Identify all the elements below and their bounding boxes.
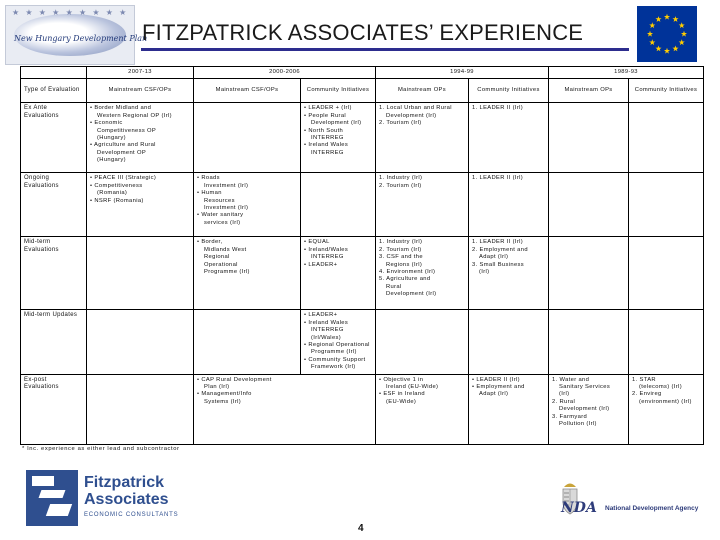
cell-midupdate-1989-ci (629, 310, 704, 374)
cell-line: • Economic (90, 120, 123, 127)
nda-full-name: National Development Agency (605, 505, 699, 512)
cell-line: • North South (304, 127, 344, 134)
cell-line: 2. Tourism (Irl) (379, 246, 422, 253)
cell-line: • Border, (197, 239, 223, 246)
cell-line: • People Rural (304, 112, 347, 119)
cell-line: (Hungary) (97, 135, 126, 142)
cell-line: Development (Irl) (386, 291, 437, 298)
cell-line: 4. Environment (Irl) (379, 269, 436, 276)
cell-expost-2000 (194, 374, 376, 444)
period-1994-header: 1994-99 (376, 67, 549, 79)
cell-line: (Irl) (559, 391, 570, 398)
logo-stars: ★ ★ ★ ★ ★ ★ ★ ★ ★ (12, 8, 129, 17)
row-label-midupdate: Mid-term Updates (21, 310, 87, 374)
cell-line: Programme (Irl) (311, 349, 357, 356)
cell-midterm-2000-ci (301, 237, 376, 310)
cell-line: • Border Midland and (90, 105, 152, 112)
cell-line: • Ireland/Wales (304, 246, 349, 253)
cell-line: (Hungary) (97, 157, 126, 164)
cell-line: INTERREG (311, 254, 344, 261)
subheader-text: Community Initiatives (477, 87, 540, 94)
cell-line: • LEADER+ (304, 261, 338, 268)
title-underline (141, 48, 629, 51)
cell-line: Framework (Irl) (311, 364, 356, 371)
cell-line: 3. CSF and the (379, 254, 423, 261)
cell-line: Investment (Irl) (204, 205, 249, 212)
cell-ongoing-2007 (87, 173, 194, 237)
cell-midterm-2000-main (194, 237, 301, 310)
cell-line: 1. Industry (Irl) (379, 175, 423, 182)
cell-line: Western Regional OP (Irl) (97, 112, 172, 119)
cell-exante-2000-ci (301, 103, 376, 173)
subheader-2007-mainstream (87, 79, 194, 103)
period-2007-header: 2007-13 (87, 67, 194, 79)
cell-line: (Irl) (479, 269, 490, 276)
subheader-1989-mainstream (549, 79, 629, 103)
row-label-exante: Ex Ante Evaluations (21, 103, 87, 173)
cell-line: Sanitary Services (559, 384, 611, 391)
cell-line: • LEADER + (Irl) (304, 105, 352, 112)
cell-exante-1994-ops (376, 103, 469, 173)
cell-line: Development (Irl) (386, 112, 437, 119)
cell-line: • Employment and (472, 384, 525, 391)
cell-midupdate-2007 (87, 310, 194, 374)
period-1989-header: 1989-93 (549, 67, 704, 79)
subheader-text: Community Initiatives (634, 87, 698, 94)
cell-line: 1. Local Urban and Rural (379, 105, 452, 112)
cell-ongoing-1994-ci (469, 173, 549, 237)
cell-line: Midlands West (204, 246, 247, 253)
cell-line: (telecoms) (Irl) (639, 384, 682, 391)
cell-line: Competitiveness OP (97, 127, 157, 134)
cell-ongoing-2000-main (194, 173, 301, 237)
cell-midterm-1989-ops (549, 237, 629, 310)
cell-line: 1. LEADER II (Irl) (472, 105, 524, 112)
cell-midupdate-1994-ops (376, 310, 469, 374)
cell-line: Regions (Irl) (386, 261, 423, 268)
fitzpatrick-associates-logo (26, 470, 224, 526)
cell-line: • Water sanitary (197, 212, 244, 219)
fa-name-line1: Fitzpatrick (84, 474, 165, 491)
cell-line: • Management/Info (197, 391, 252, 398)
cell-line: • NSRF (Romania) (90, 197, 144, 204)
cell-exante-1989-ci (629, 103, 704, 173)
cell-line: 2. Rural (552, 398, 576, 405)
cell-line: Adapt (Irl) (479, 391, 509, 398)
cell-line: 5. Agriculture and (379, 276, 431, 283)
cell-line: 1. Water and (552, 376, 590, 383)
cell-line: INTERREG (311, 149, 344, 156)
cell-line: (Romania) (97, 190, 128, 197)
subheader-2000-mainstream (194, 79, 301, 103)
cell-exante-1994-ci (469, 103, 549, 173)
subheader-2000-community (301, 79, 376, 103)
cell-midupdate-2000-main (194, 310, 301, 374)
subheader-text: Mainstream CSF/OPs (215, 87, 279, 94)
cell-line: Regional (204, 254, 230, 261)
logo-text: New Hungary Development Plan (14, 34, 148, 43)
subheader-text: Mainstream OPs (564, 87, 613, 94)
cell-line: • CAP Rural Development (197, 376, 272, 383)
cell-expost-2007 (87, 374, 194, 444)
cell-line: • Competitiveness (90, 182, 143, 189)
cell-line: (environment) (Irl) (639, 398, 692, 405)
cell-line: Programme (Irl) (204, 269, 250, 276)
cell-line: Development (Irl) (559, 406, 610, 413)
cell-expost-1989-ops (549, 374, 629, 444)
fa-emblem-icon (26, 470, 78, 526)
cell-line: 1. STAR (632, 376, 656, 383)
subheader-1994-community (469, 79, 549, 103)
cell-line: INTERREG (311, 327, 344, 334)
nda-abbreviation: NDA (561, 500, 597, 516)
fa-tagline: ECONOMIC CONSULTANTS (84, 512, 179, 518)
table-footnote: * Inc. experience as either lead and subcontractor (22, 446, 180, 452)
cell-midupdate-1994-ci (469, 310, 549, 374)
cell-line: • EQUAL (304, 239, 330, 246)
cell-line: • Ireland Wales (304, 319, 349, 326)
period-2000-header: 2000-2006 (194, 67, 376, 79)
cell-exante-1989-ops (549, 103, 629, 173)
cell-expost-1989-ci (629, 374, 704, 444)
cell-expost-1994-ops (376, 374, 469, 444)
cell-ongoing-1994-ops (376, 173, 469, 237)
cell-midupdate-2000-ci (301, 310, 376, 374)
cell-line: • PEACE III (Strategic) (90, 175, 157, 182)
header-blank-cell (21, 67, 87, 79)
cell-line: 2. Tourism (Irl) (379, 182, 422, 189)
cell-line: • LEADER II (Irl) (472, 376, 520, 383)
subheader-text: Mainstream OPs (397, 87, 447, 94)
cell-line: INTERREG (311, 135, 344, 142)
type-of-evaluation-header: Type of Evaluation (21, 79, 87, 103)
cell-line: Development (Irl) (311, 120, 362, 127)
cell-line: 1. LEADER II (Irl) (472, 239, 524, 246)
row-label-midterm: Mid-term Evaluations (21, 237, 87, 310)
cell-line: services (Irl) (204, 219, 241, 226)
cell-ongoing-1989-ci (629, 173, 704, 237)
eu-flag-icon (637, 6, 697, 62)
cell-line: Systems (Irl) (204, 398, 242, 405)
subheader-1994-mainstream (376, 79, 469, 103)
experience-table (20, 66, 704, 445)
cell-line: • Community Support (304, 356, 366, 363)
row-label-ongoing: Ongoing Evaluations (21, 173, 87, 237)
cell-line: 3. Small Business (472, 261, 525, 268)
cell-midterm-1994-ci (469, 237, 549, 310)
page-title: FITZPATRICK ASSOCIATES’ EXPERIENCE (142, 20, 584, 45)
cell-midupdate-1989-ops (549, 310, 629, 374)
cell-line: • ESF in Ireland (379, 391, 425, 398)
cell-ongoing-1989-ops (549, 173, 629, 237)
cell-line: 1. LEADER II (Irl) (472, 175, 524, 182)
cell-line: • Roads (197, 175, 220, 182)
cell-line: 2. Envireg (632, 391, 662, 398)
cell-line: 2. Employment and (472, 246, 528, 253)
cell-line: Investment (Irl) (204, 182, 249, 189)
cell-line: (EU-Wide) (386, 398, 417, 405)
cell-line: (Irl/Wales) (311, 334, 342, 341)
cell-line: Development OP (97, 149, 147, 156)
cell-line: 2. Tourism (Irl) (379, 120, 422, 127)
cell-midterm-1989-ci (629, 237, 704, 310)
cell-line: 1. Industry (Irl) (379, 239, 423, 246)
nda-logo (560, 498, 708, 520)
row-label-expost: Ex-post Evaluations (21, 374, 87, 444)
cell-line: Pollution (Irl) (559, 421, 597, 428)
subheader-text: Community Initiatives (306, 87, 370, 94)
fa-name-line2: Associates (84, 491, 169, 508)
cell-expost-1994-ci (469, 374, 549, 444)
cell-line: • LEADER+ (304, 312, 338, 319)
page-number: 4 (358, 523, 364, 534)
cell-midterm-2007 (87, 237, 194, 310)
cell-line: Rural (386, 283, 402, 290)
cell-line: Resources (204, 197, 235, 204)
cell-exante-2000-main (194, 103, 301, 173)
cell-line: Plan (Irl) (204, 384, 230, 391)
cell-line: • Ireland Wales (304, 142, 349, 149)
subheader-1989-community (629, 79, 704, 103)
subheader-text: Mainstream CSF/OPs (108, 87, 172, 94)
fa-company-name (84, 474, 169, 508)
cell-line: • Objective 1 in (379, 376, 424, 383)
cell-line: Adapt (Irl) (479, 254, 509, 261)
cell-midterm-1994-ops (376, 237, 469, 310)
cell-line: 3. Farmyard (552, 413, 588, 420)
cell-line: • Human (197, 190, 222, 197)
new-hungary-development-plan-logo (5, 5, 148, 65)
cell-line: • Regional Operational (304, 342, 370, 349)
cell-line: • Agriculture and Rural (90, 142, 156, 149)
cell-ongoing-2000-ci (301, 173, 376, 237)
cell-line: Operational (204, 261, 238, 268)
cell-exante-2007 (87, 103, 194, 173)
cell-line: Ireland (EU-Wide) (386, 384, 439, 391)
